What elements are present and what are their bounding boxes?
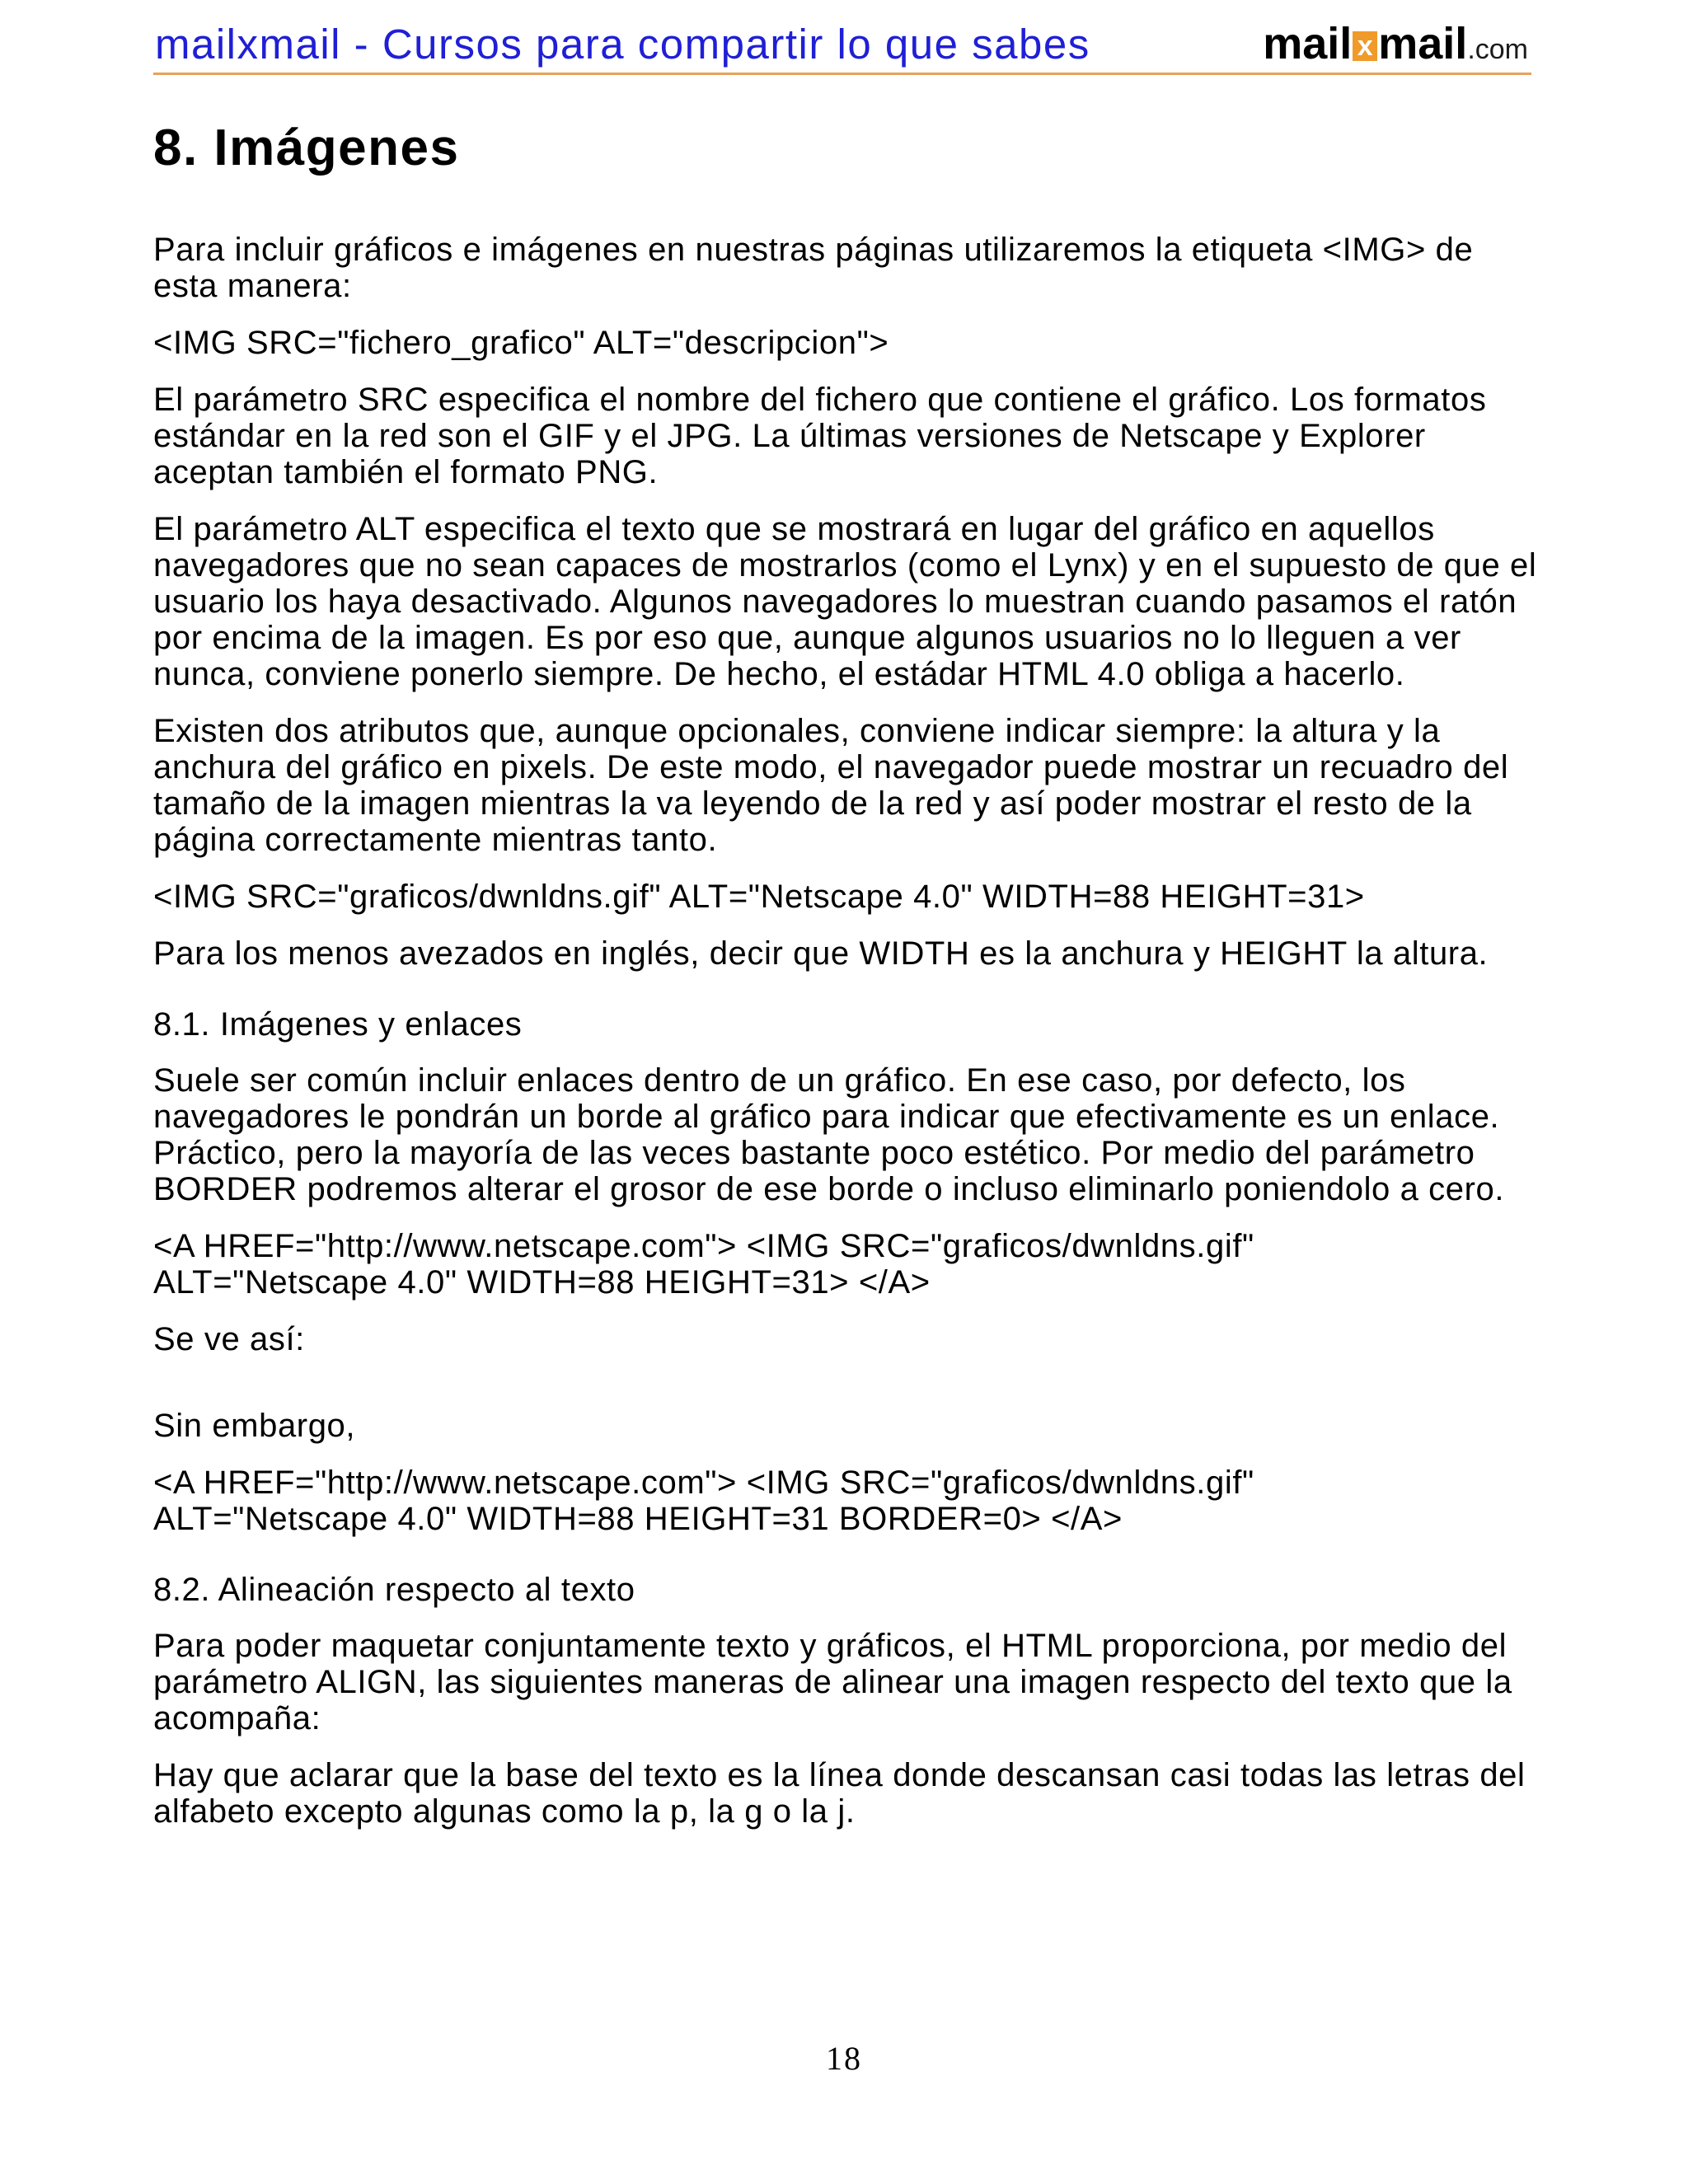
code-size-example: <IMG SRC="graficos/dwnldns.gif" ALT="Netscape 4.0" WIDTH=88 HEIGHT=31>	[153, 879, 1365, 915]
header-title: mailxmail - Cursos para compartir lo que sabes	[155, 21, 1090, 68]
src-paragraph: El parámetro SRC especifica el nombre del fichero que contiene el gráfico. Los formatos estándar en la red son el GIF y el JPG. La últimas versiones de Netscape y Explorer aceptan también el formato PNG.	[153, 382, 1487, 490]
code-border-example	[153, 1465, 1538, 1537]
intro-paragraph: Para incluir gráficos e imágenes en nuestras páginas utilizaremos la etiqueta <IMG> de esta manera:	[153, 232, 1474, 304]
page-number: 18	[826, 2040, 862, 2077]
links-paragraph: Suele ser común incluir enlaces dentro de un gráfico. En ese caso, por defecto, los navegadores le pondrán un borde al gráfico para indicar que efectivamente es un enlace. Práctico, pero la mayoría de las veces bastante poco estético. Por medio del parámetro BORDER podremos alterar el grosor de ese borde o incluso eliminarlo poniendolo a cero.	[153, 1062, 1505, 1207]
mailxmail-logo	[1263, 21, 1528, 72]
section-title: 8. Imágenes	[153, 120, 460, 176]
se-ve-text: Se ve así:	[153, 1321, 305, 1357]
logo-text-right: mail	[1378, 19, 1468, 68]
document-body	[153, 115, 1538, 1850]
code-border-line-1: <A HREF="http://www.netscape.com"> <IMG SRC="graficos/dwnldns.gif"	[153, 1465, 1254, 1501]
align-paragraph: Para poder maquetar conjuntamente texto y gráficos, el HTML proporciona, por medio del parámetro ALIGN, las siguientes maneras de alinear una imagen respecto del texto que la acompaña:	[153, 1628, 1512, 1736]
baseline-paragraph: Hay que aclarar que la base del texto es la línea donde descansan casi todas las letras del alfabeto excepto algunas como la p, la g o la j.	[153, 1757, 1526, 1830]
code-link-line-2: ALT="Netscape 4.0" WIDTH=88 HEIGHT=31> </A>	[153, 1264, 931, 1301]
size-paragraph: Existen dos atributos que, aunque opcionales, conviene indicar siempre: la altura y la anchura del gráfico en pixels. De este modo, el navegador puede mostrar un recuadro del tamaño de la imagen mientras la va leyendo de la red y así poder mostrar el resto de la página correctamente mientras tanto.	[153, 713, 1509, 858]
logo-text-left: mail	[1263, 19, 1353, 68]
sin-embargo-text: Sin embargo,	[153, 1408, 356, 1444]
rendered-example-placeholder	[153, 1378, 1538, 1408]
subsection-title-links: 8.1. Imágenes y enlaces	[153, 1006, 523, 1043]
width-height-paragraph: Para los menos avezados en inglés, decir que WIDTH es la anchura y HEIGHT la altura.	[153, 935, 1489, 972]
logo-x-mark: x	[1353, 31, 1377, 61]
logo-suffix: .com	[1467, 34, 1528, 65]
code-link-line-1: <A HREF="http://www.netscape.com"> <IMG SRC="graficos/dwnldns.gif"	[153, 1228, 1254, 1264]
code-border-line-2: ALT="Netscape 4.0" WIDTH=88 HEIGHT=31 BORDER=0> </A>	[153, 1501, 1123, 1537]
subsection-title-align: 8.2. Alineación respecto al texto	[153, 1572, 635, 1608]
code-img-example: <IMG SRC="fichero_grafico" ALT="descripcion">	[153, 325, 889, 361]
code-link-example	[153, 1228, 1538, 1301]
alt-paragraph: El parámetro ALT especifica el texto que se mostrará en lugar del gráfico en aquellos navegadores que no sean capaces de mostrarlos (como el Lynx) y en el supuesto de que el usuario los haya desactivado. Algunos navegadores lo muestran cuando pasamos el ratón por encima de la imagen. Es por eso que, aunque algunos usuarios no lo lleguen a ver nunca, conviene ponerlo siempre. De hecho, el estádar HTML 4.0 obliga a hacerlo.	[153, 511, 1537, 692]
page-header	[153, 15, 1531, 75]
